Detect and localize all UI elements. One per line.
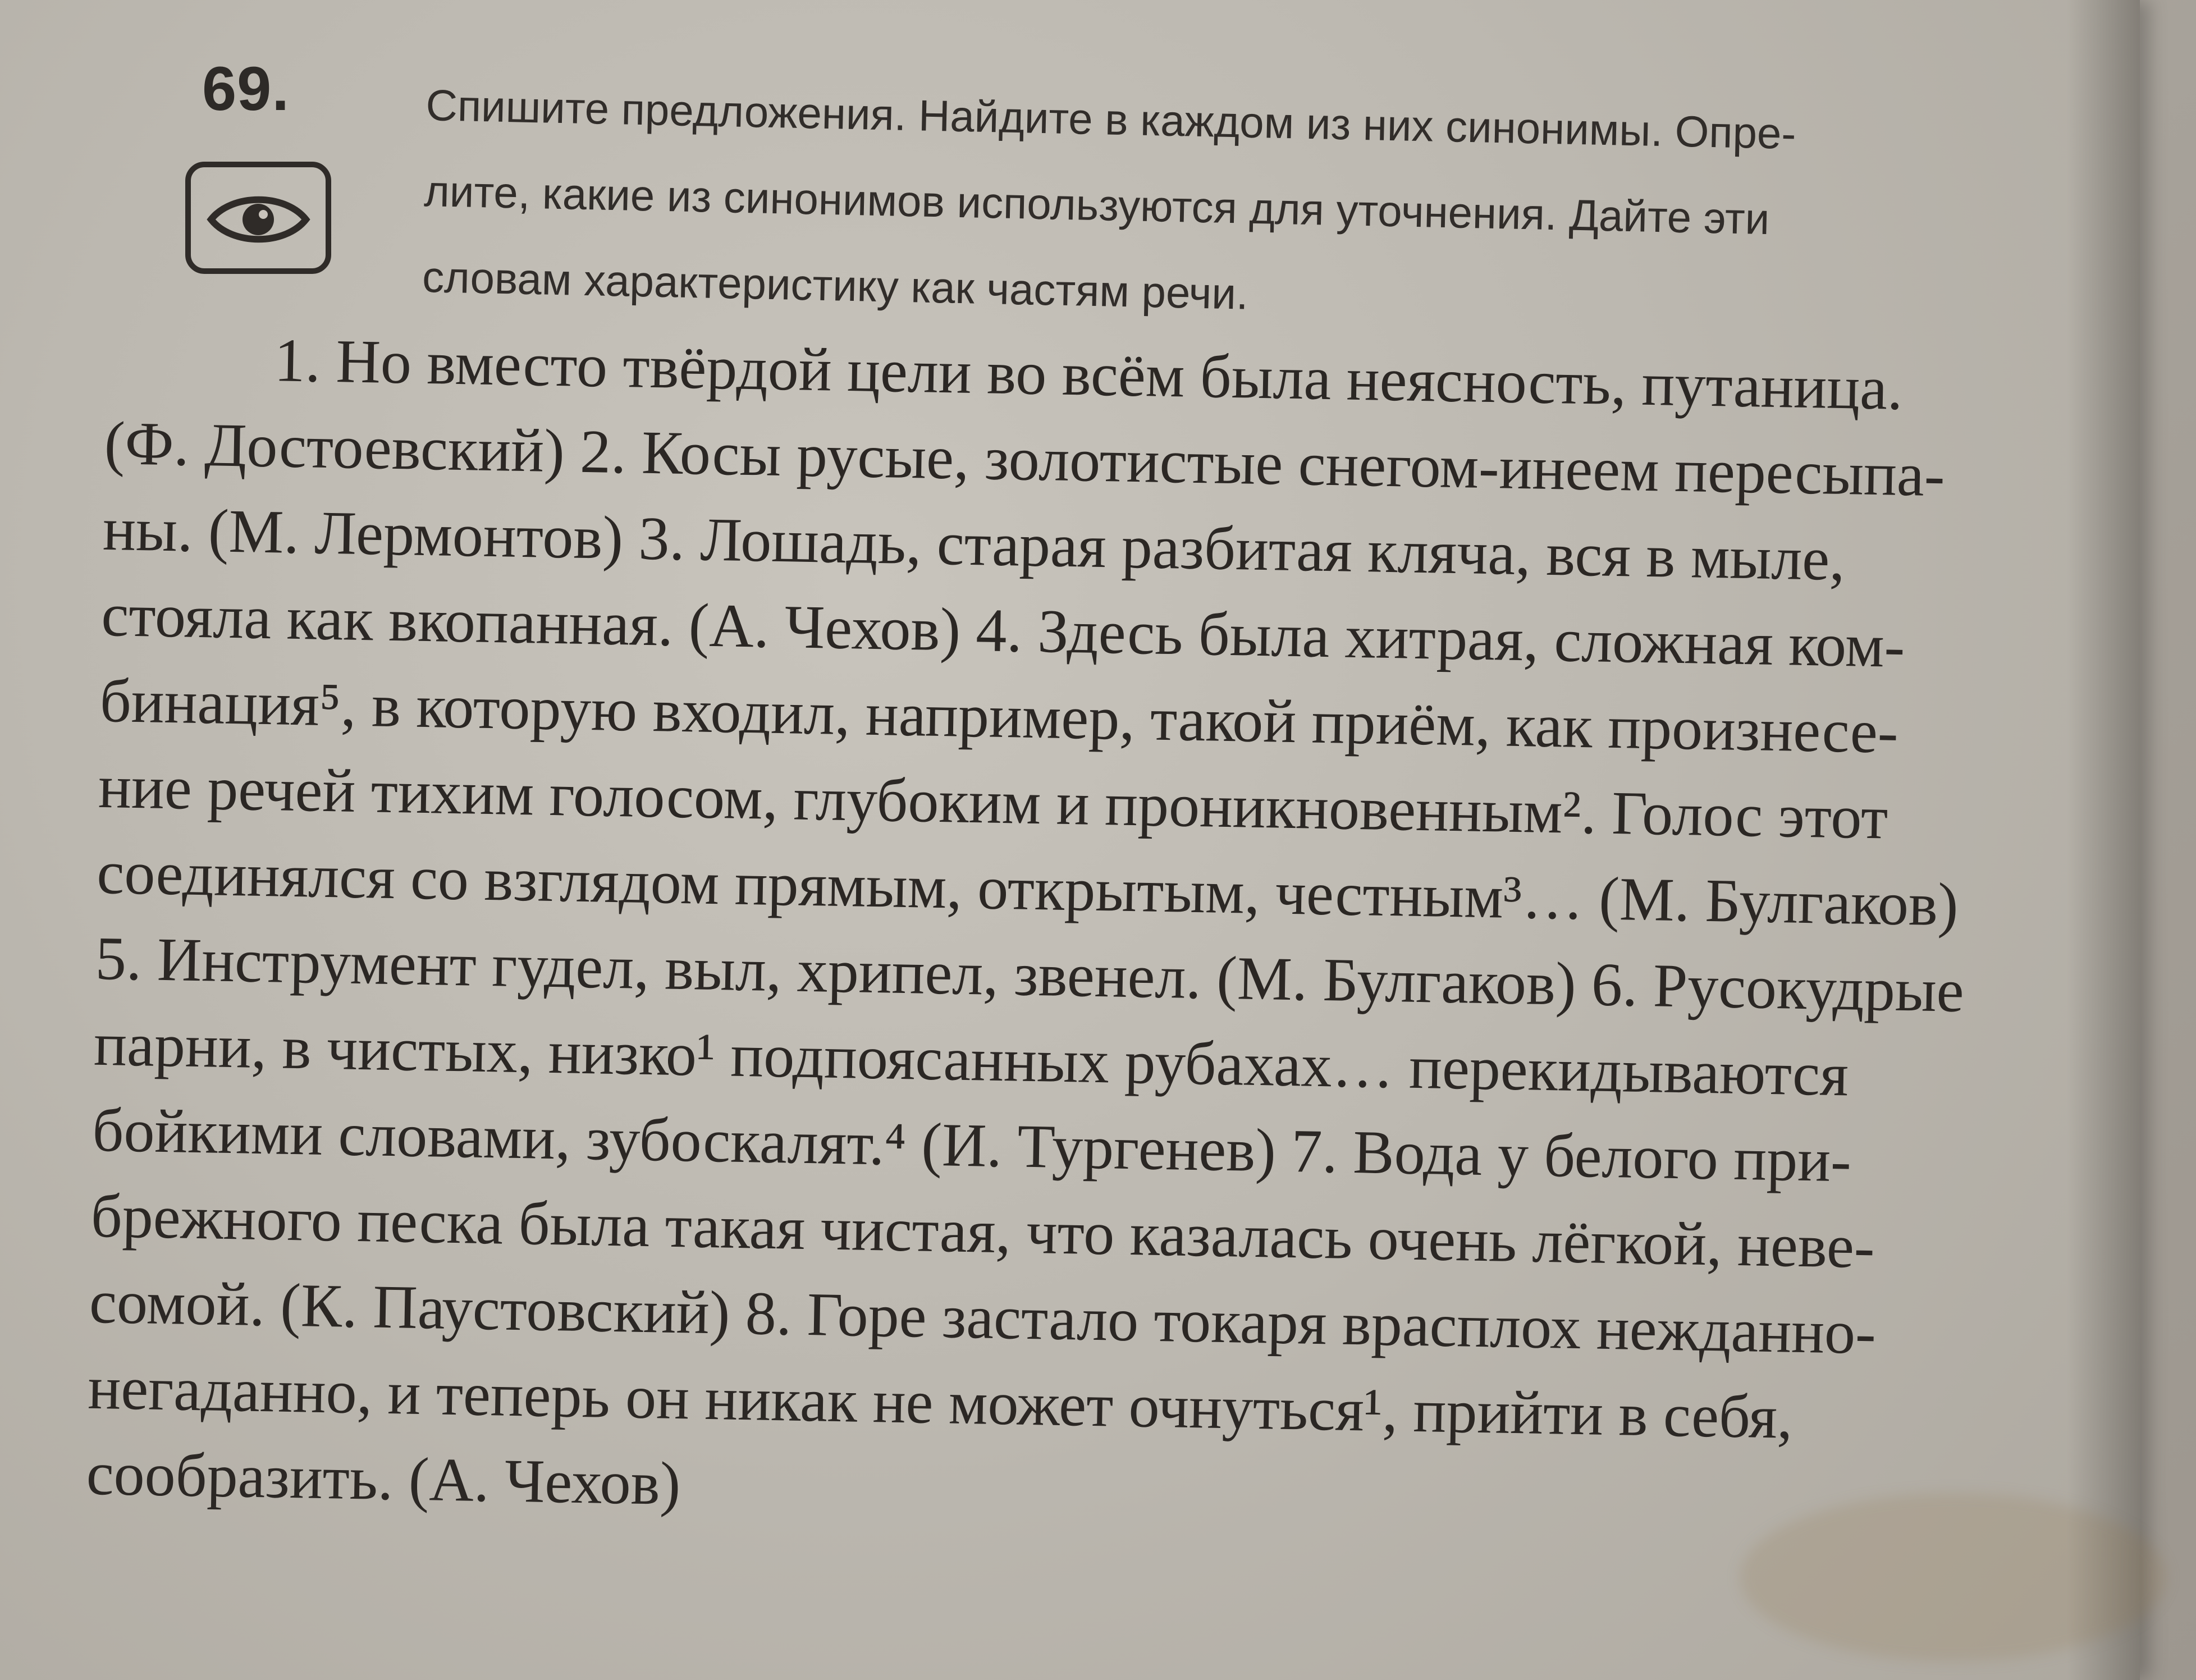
sentence-line-1: 1. Но вместо твёрдой цели во всём была неясность, путаница. [273, 326, 1904, 423]
exercise-number: 69. [202, 54, 290, 123]
instruction-line-1: Спишите предложения. Найдите в каждом из них синонимы. Опре- [425, 80, 1797, 159]
sentence-line-7: соединялся со взглядом прямым, открытым, честным³… (М. Булгаков) [96, 837, 1959, 939]
sentence-line-8: 5. Инструмент гудел, выл, хрипел, звенел. (М. Булгаков) 6. Русокудрые [94, 923, 1965, 1025]
sentence-line-14: сообразить. (А. Чехов) [85, 1439, 681, 1518]
eye-icon [207, 189, 310, 250]
sentence-line-12: сомой. (К. Паустовский) 8. Горе застало токаря врасплох нежданно- [89, 1267, 1877, 1367]
sentence-line-13: негаданно, и теперь он никак не может очнуться¹, прийти в себя, [87, 1353, 1794, 1452]
eye-icon-frame [185, 162, 331, 274]
sentence-line-6: ние речей тихим голосом, глубоким и проникновенным². Голос этот [98, 752, 1889, 852]
sentence-line-10: бойкими словами, зубоскалят.⁴ (И. Тургенев) 7. Вода у белого при- [92, 1095, 1852, 1195]
sentence-line-3: ны. (М. Лермонтов) 3. Лошадь, старая разбитая кляча, вся в мыле, [102, 494, 1846, 594]
instruction-line-3: словам характеристику как частям речи. [422, 251, 1249, 319]
sentence-line-9: парни, в чистых, низко¹ подпоясанных рубахах… перекидываются [93, 1009, 1849, 1109]
instruction-line-2: лите, какие из синонимов используются для уточнения. Дайте эти [423, 166, 1770, 244]
sentence-line-5: бинация⁵, в которую входил, например, такой приём, как произнесе- [99, 666, 1899, 766]
sentence-line-11: брежного песка была такая чистая, что казалась очень лёгкой, неве- [90, 1181, 1875, 1281]
exercise-instructions [421, 70, 2104, 363]
exercise-sentences [86, 314, 2111, 1551]
sentence-line-2: (Ф. Достоевский) 2. Косы русые, золотистые снегом-инеем пересыпа- [103, 408, 1946, 510]
sentence-line-4: стояла как вкопанная. (А. Чехов) 4. Здесь была хитрая, сложная ком- [100, 580, 1906, 680]
